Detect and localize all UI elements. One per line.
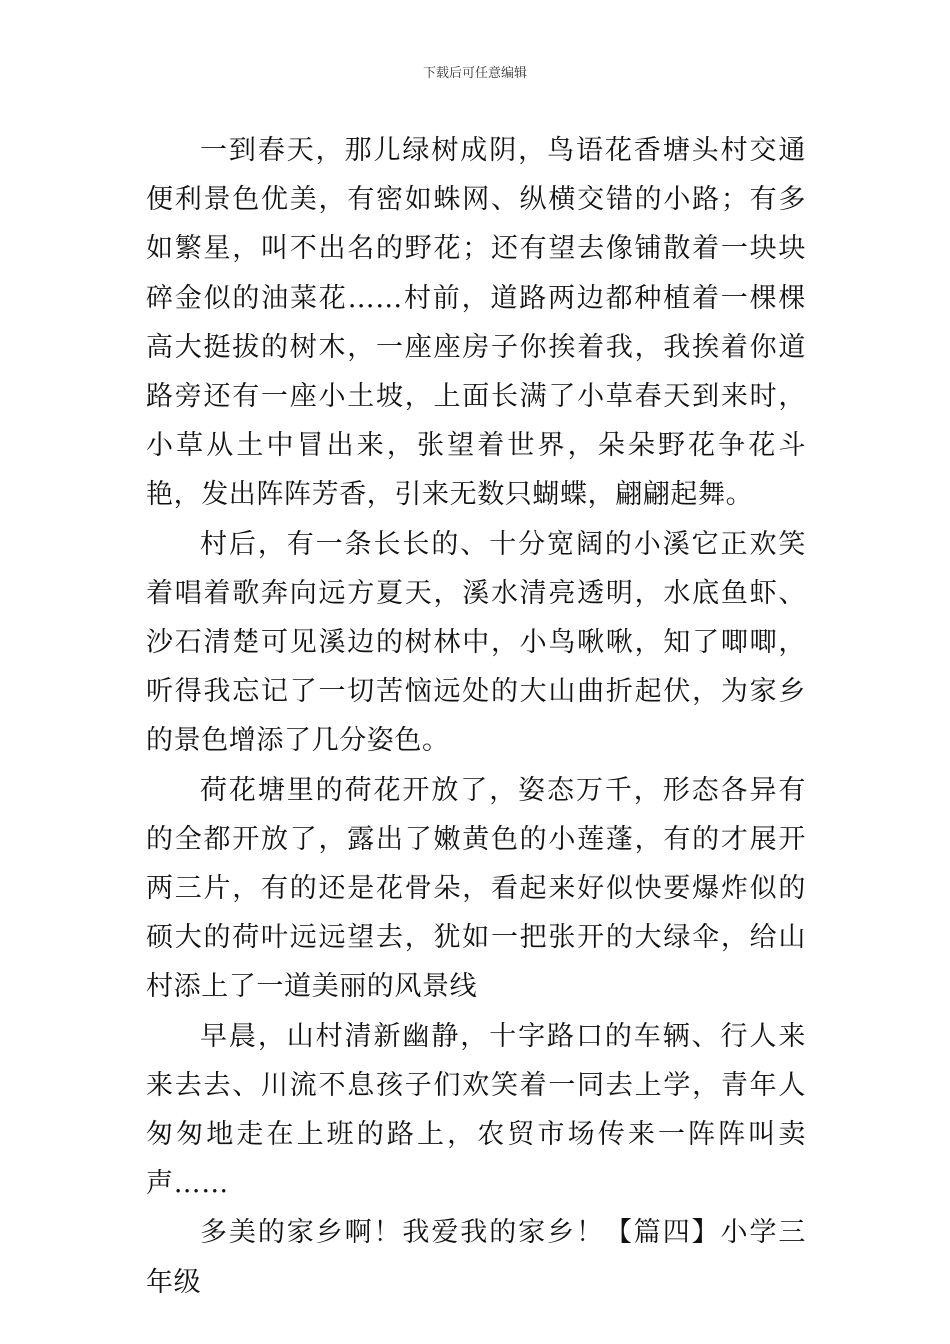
paragraph-lotus: 荷花塘里的荷花开放了，姿态万千，形态各异有的全都开放了，露出了嫩黄色的小莲蓬，有的才展开两三片，有的还是花骨朵，看起来好似快要爆炸似的硕大的荷叶远远望去，犹如一把张开的大绿伞，给山村添上了一道美丽的风景线	[146, 774, 806, 1003]
document-body	[146, 126, 806, 1307]
paragraph-stream: 村后，有一条长长的、十分宽阔的小溪它正欢笑着唱着歌奔向远方夏天，溪水清亮透明，水底鱼虾、沙石清楚可见溪边的树林中，小鸟啾啾，知了唧唧，听得我忘记了一切苦恼远处的大山曲折起伏，为家乡的景色增添了几分姿色。	[146, 528, 806, 757]
paragraph-closing: 多美的家乡啊！我爱我的家乡！【篇四】小学三年级	[146, 1217, 806, 1298]
paragraph-morning: 早晨，山村清新幽静，十字路口的车辆、行人来来去去、川流不息孩子们欢笑着一同去上学，青年人匆匆地走在上班的路上，农贸市场传来一阵阵叫卖声……	[146, 1020, 806, 1200]
paragraph-spring: 一到春天，那儿绿树成阴，鸟语花香塘头村交通便利景色优美，有密如蛛网、纵横交错的小路；有多如繁星，叫不出名的野花；还有望去像铺散着一块块碎金似的油菜花……村前，道路两边都种植着一棵棵高大挺拔的树木，一座座房子你挨着我，我挨着你道路旁还有一座小土坡，上面长满了小草春天到来时，小草从土中冒出来，张望着世界，朵朵野花争花斗艳，发出阵阵芳香，引来无数只蝴蝶，翩翩起舞。	[146, 135, 806, 511]
page-header: 下载后可任意编辑	[422, 66, 527, 81]
